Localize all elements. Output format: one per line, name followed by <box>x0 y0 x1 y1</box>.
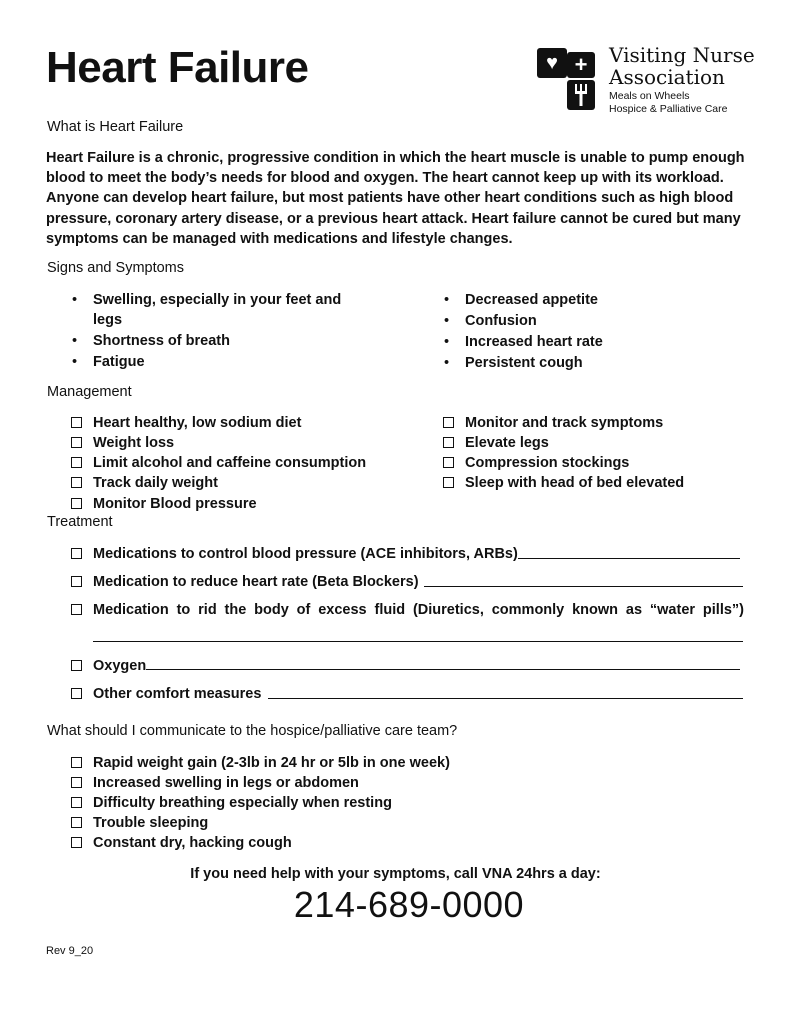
symptom-text: Decreased appetite <box>465 292 598 308</box>
logo-sub-line-2: Hospice & Palliative Care <box>609 103 728 115</box>
treatment-text: Oxygen <box>93 658 147 674</box>
symptom-text: Fatigue <box>93 354 145 370</box>
communicate-text: Difficulty breathing especially when resting <box>93 795 392 811</box>
checkbox[interactable] <box>71 417 82 428</box>
checkbox[interactable] <box>71 688 82 699</box>
communicate-text: Constant dry, hacking cough <box>93 835 292 851</box>
symptom-item <box>72 352 145 373</box>
checkbox[interactable] <box>71 660 82 671</box>
logo-sub-line-1: Meals on Wheels <box>609 90 690 102</box>
management-item <box>93 453 366 474</box>
treatment-item <box>93 684 261 705</box>
communicate-item <box>93 773 359 794</box>
heart-icon: ♥ <box>537 48 567 78</box>
bullet-icon: • <box>444 292 450 308</box>
checkbox[interactable] <box>71 548 82 559</box>
symptom-item <box>444 290 598 311</box>
what-is-heading: What is Heart Failure <box>47 119 184 135</box>
checkbox[interactable] <box>71 777 82 788</box>
symptom-item-wrap: legs <box>93 312 123 328</box>
symptom-item <box>444 332 603 353</box>
management-item <box>465 413 663 434</box>
management-text: Elevate legs <box>465 435 549 451</box>
cross-icon: + <box>567 52 595 78</box>
checkbox[interactable] <box>443 417 454 428</box>
intro-line: blood to meet the body’s needs for blood and oxygen. The heart cannot keep up with its workload. <box>46 170 724 187</box>
symptom-text: Persistent cough <box>465 355 583 371</box>
treatment-item <box>93 656 146 677</box>
management-text: Sleep with head of bed elevated <box>465 475 685 491</box>
checkbox[interactable] <box>71 457 82 468</box>
checkbox[interactable] <box>71 477 82 488</box>
treatment-heading: Treatment <box>47 514 113 530</box>
signs-heading: Signs and Symptoms <box>47 260 185 276</box>
checkbox[interactable] <box>71 817 82 828</box>
intro-line: pressure, coronary artery disease, or a previous heart attack. Heart failure cannot be cured but many <box>46 210 741 227</box>
treatment-text: Other comfort measures <box>93 686 262 702</box>
logo-name <box>609 44 755 88</box>
management-text: Compression stockings <box>465 455 630 471</box>
communicate-item <box>93 793 392 814</box>
management-text: Monitor Blood pressure <box>93 496 257 512</box>
bullet-icon: • <box>444 313 450 329</box>
write-in-line[interactable] <box>268 698 743 699</box>
symptom-text: Confusion <box>465 313 537 329</box>
treatment-item <box>93 544 518 565</box>
treatment-text: Medications to control blood pressure (ACE inhibitors, ARBs) <box>93 546 518 562</box>
checkbox[interactable] <box>443 477 454 488</box>
write-in-line[interactable] <box>93 641 743 642</box>
communicate-text: Rapid weight gain (2-3lb in 24 hr or 5lb in one week) <box>93 755 450 771</box>
symptom-text: Increased heart rate <box>465 334 603 350</box>
logo-name-line-1: Visiting Nurse <box>609 43 755 67</box>
management-text: Weight loss <box>93 435 175 451</box>
communicate-item <box>93 753 450 774</box>
help-callout: If you need help with your symptoms, call VNA 24hrs a day: <box>190 866 601 882</box>
logo-subtitle <box>609 90 727 116</box>
checkbox[interactable] <box>71 837 82 848</box>
bullet-icon: • <box>72 333 78 349</box>
management-item <box>465 473 684 494</box>
write-in-line[interactable] <box>518 558 740 559</box>
symptom-item <box>72 290 342 311</box>
communicate-text: Increased swelling in legs or abdomen <box>93 775 359 791</box>
management-heading: Management <box>47 384 132 400</box>
phone-number[interactable]: 214-689-0000 <box>293 884 525 925</box>
checkbox[interactable] <box>71 757 82 768</box>
intro-line: symptoms can be managed with medications and lifestyle changes. <box>46 230 513 247</box>
treatment-item <box>93 600 744 621</box>
treatment-item <box>93 572 419 593</box>
communicate-heading: What should I communicate to the hospice/palliative care team? <box>47 723 458 739</box>
meal-icon <box>567 80 595 110</box>
management-text: Monitor and track symptoms <box>465 415 664 431</box>
checkbox[interactable] <box>71 498 82 509</box>
symptom-item <box>72 331 230 352</box>
checkbox[interactable] <box>443 437 454 448</box>
treatment-text: Medication to rid the body of excess fluid (Diuretics, commonly known as “water pills”) <box>93 602 744 618</box>
bullet-icon: • <box>444 334 450 350</box>
management-item <box>465 433 549 454</box>
communicate-text: Trouble sleeping <box>93 815 209 831</box>
vna-logo <box>537 44 757 116</box>
write-in-line[interactable] <box>424 586 743 587</box>
checkbox[interactable] <box>443 457 454 468</box>
symptom-item <box>444 311 537 332</box>
checkbox[interactable] <box>71 576 82 587</box>
intro-paragraph <box>46 148 746 249</box>
logo-name-line-2: Association <box>609 65 725 89</box>
management-text: Limit alcohol and caffeine consumption <box>93 455 367 471</box>
management-item <box>93 473 218 494</box>
bullet-icon: • <box>444 355 450 371</box>
management-text: Heart healthy, low sodium diet <box>93 415 302 431</box>
symptom-text: Shortness of breath <box>93 333 230 349</box>
bullet-icon: • <box>72 292 78 308</box>
checkbox[interactable] <box>71 604 82 615</box>
intro-line: Anyone can develop heart failure, but most patients have other heart conditions such as high blood <box>46 190 734 207</box>
revision-label: Rev 9_20 <box>46 945 94 957</box>
bullet-icon: • <box>72 354 78 370</box>
symptom-text: Swelling, especially in your feet and <box>93 292 342 308</box>
communicate-item <box>93 833 292 854</box>
communicate-item <box>93 813 208 834</box>
management-item <box>93 494 257 515</box>
symptom-item <box>444 353 583 374</box>
checkbox[interactable] <box>71 797 82 808</box>
management-text: Track daily weight <box>93 475 218 491</box>
treatment-text: Medication to reduce heart rate (Beta Blockers) <box>93 574 419 590</box>
intro-line: Heart Failure is a chronic, progressive condition in which the heart muscle is unable to pump enough <box>46 150 745 166</box>
page-title: Heart Failure <box>46 43 309 92</box>
write-in-line[interactable] <box>146 669 740 670</box>
fork-icon <box>574 84 588 106</box>
management-item <box>93 433 174 454</box>
management-item <box>465 453 629 474</box>
management-item <box>93 413 301 434</box>
checkbox[interactable] <box>71 437 82 448</box>
